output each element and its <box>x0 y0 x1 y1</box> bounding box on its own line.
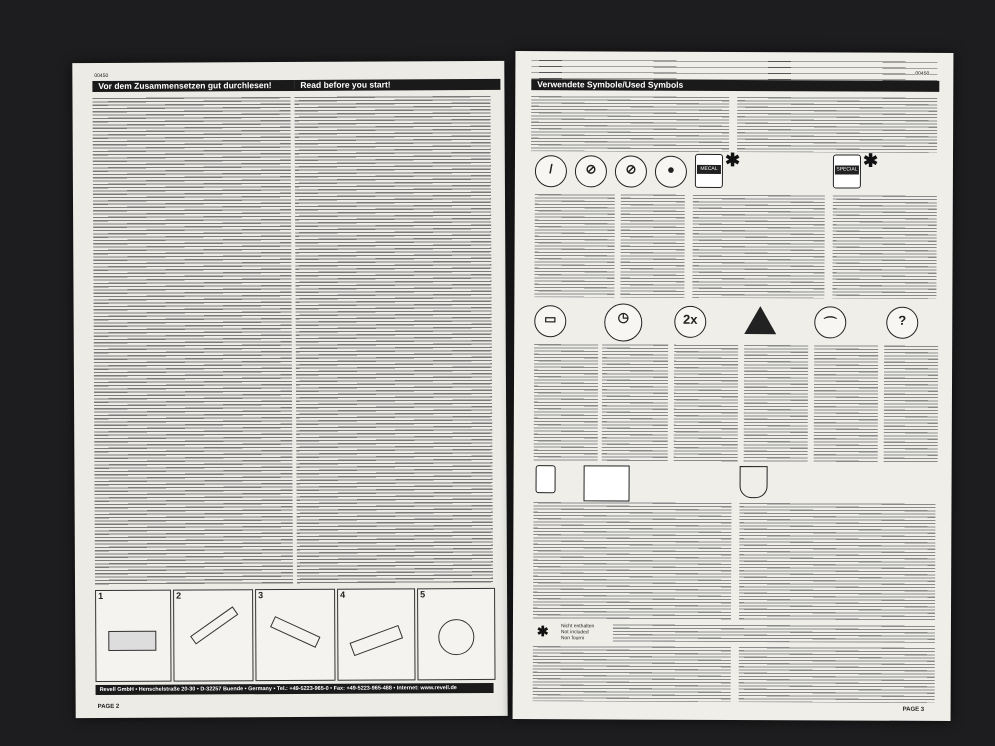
assembly-step-3: 3 <box>255 589 335 681</box>
assembly-step-1: 1 <box>95 590 171 682</box>
left-page <box>72 61 507 718</box>
asterisk-icon: ✱ <box>724 149 741 171</box>
clock-icon: ◷ <box>604 303 642 341</box>
cutter-tool <box>190 606 238 644</box>
symbol-labels-2 <box>620 194 684 298</box>
special-paint-icon: SPECIAL <box>833 154 861 188</box>
warning-triangle-icon <box>744 306 776 334</box>
brush-icon: / <box>535 155 567 187</box>
left-header-german: Vor dem Zusammensetzen gut durchlesen! <box>92 80 294 92</box>
glue-tube <box>438 619 474 655</box>
symbol-labels-8 <box>744 344 809 462</box>
no-glue-icon: ⊘ <box>575 155 607 187</box>
right-page-number: PAGE 3 <box>902 706 925 713</box>
intro-text-2 <box>737 96 937 153</box>
decal-sheet-icon <box>583 465 629 501</box>
left-header-english: Read before you start! <box>294 79 500 91</box>
decal-text-1 <box>533 501 732 620</box>
right-header: Verwendete Symbole/Used Symbols <box>531 79 939 92</box>
no-paint-icon: ⊘ <box>615 155 647 187</box>
symbol-labels-6 <box>602 343 669 461</box>
intro-text-1 <box>531 95 729 152</box>
decal-text-2 <box>739 502 936 621</box>
symbol-labels-10 <box>884 345 939 463</box>
sprue-part <box>108 631 156 651</box>
left-text-column-1 <box>92 96 293 585</box>
legend-text-1: Nicht enthalten <box>560 623 595 630</box>
symbol-labels-5 <box>534 343 599 461</box>
symbol-labels-3 <box>692 194 824 299</box>
right-page <box>513 51 954 721</box>
assembly-step-2: 2 <box>173 589 253 681</box>
left-text-column-2 <box>294 95 493 584</box>
legend-text-3: Non fourni <box>560 635 584 642</box>
left-page-number: PAGE 2 <box>97 703 120 711</box>
footer-notes-2 <box>739 646 935 703</box>
question-icon: ? <box>886 307 918 339</box>
file-tool <box>350 625 404 656</box>
legend-text-2: Not included <box>560 629 589 636</box>
footer-notes-1 <box>533 645 731 702</box>
asterisk-icon-2: ✱ <box>862 150 879 171</box>
legend-translations <box>613 623 935 642</box>
left-footer: Revell GmbH • Henschelstraße 20-30 • D-32257 Buende • Germany • Tel.: +49-5223-965-0 • Fax: +49-5223-965-488 • Internet: www.revell.de <box>96 683 494 695</box>
legend-asterisk: ✱ <box>536 623 549 640</box>
decal-bottle-icon <box>536 465 556 493</box>
tape-icon: ▭ <box>534 305 566 337</box>
assembly-step-4: 4 <box>337 588 415 680</box>
knife-tool <box>270 616 320 648</box>
assembly-step-5: 5 <box>417 588 495 680</box>
symbol-labels-9 <box>814 344 879 462</box>
symbol-labels-4 <box>832 194 936 298</box>
left-page-code: 00450 <box>94 72 109 80</box>
water-cup-icon <box>740 466 768 498</box>
symbol-labels-7 <box>674 344 739 462</box>
paint-pot-icon: MECAL Sat <box>695 154 723 188</box>
paint-mix-icon: ● <box>655 156 687 188</box>
glue-bottle-icon: ⌒ <box>814 306 846 338</box>
2x-icon: 2x <box>674 306 706 338</box>
right-page-code: 00450 <box>915 70 930 77</box>
symbol-labels-1 <box>534 193 614 297</box>
